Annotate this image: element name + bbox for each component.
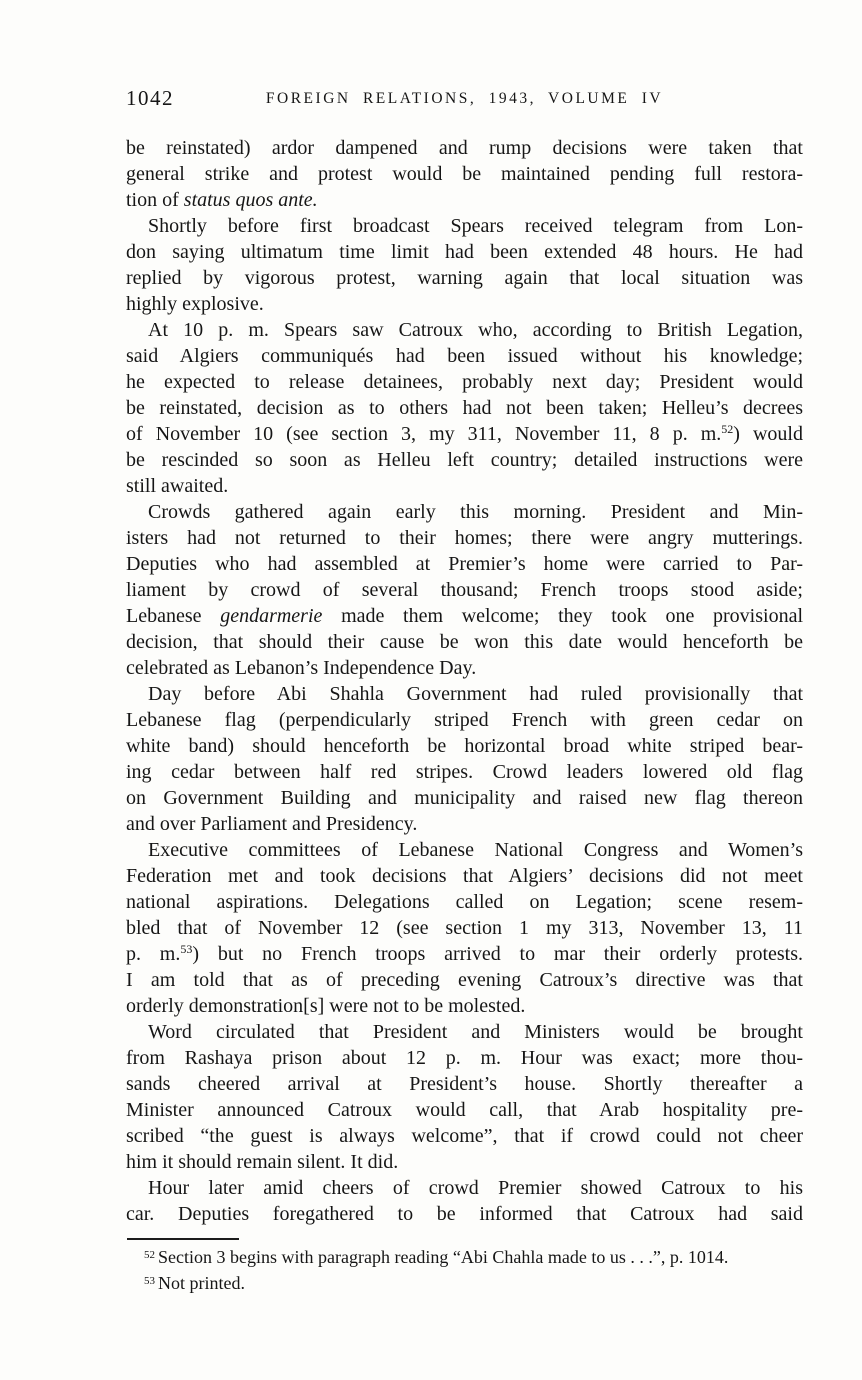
page-number: 1042 bbox=[126, 86, 174, 110]
text-segment: tion of bbox=[126, 189, 184, 211]
footnote bbox=[126, 1272, 806, 1298]
text-segment: national aspirations. Delegations called on Legation; scene resem- bbox=[126, 891, 803, 913]
text-segment: celebrated as Lebanon’s Independence Day. bbox=[126, 657, 477, 679]
text-line bbox=[126, 603, 803, 629]
text-line bbox=[126, 759, 803, 785]
text-line bbox=[126, 681, 803, 707]
text-segment: ) but no French troops arrived to mar their orderly protests. bbox=[192, 943, 803, 965]
text-line bbox=[126, 993, 803, 1019]
text-segment: orderly demonstration[s] were not to be molested. bbox=[126, 995, 526, 1017]
text-segment: said Algiers communiqués had been issued without his knowledge; bbox=[126, 345, 803, 367]
text-segment: and over Parliament and Presidency. bbox=[126, 813, 418, 835]
text-segment: liament by crowd of several thousand; French troops stood aside; bbox=[126, 579, 803, 601]
text-line bbox=[126, 837, 803, 863]
running-head bbox=[126, 86, 803, 110]
text-segment: ing cedar between half red stripes. Crowd leaders lowered old flag bbox=[126, 761, 803, 783]
text-segment: be reinstated, decision as to others had not been taken; Helleu’s decrees bbox=[126, 397, 803, 419]
text-segment: Executive committees of Lebanese National Congress and Women’s bbox=[148, 839, 803, 861]
paragraph bbox=[126, 499, 803, 681]
text-segment: Word circulated that President and Ministers would be brought bbox=[148, 1021, 803, 1043]
text-line bbox=[126, 525, 803, 551]
text-segment: highly explosive. bbox=[126, 293, 264, 315]
footnote-rule bbox=[127, 1238, 239, 1240]
text-line bbox=[126, 811, 803, 837]
text-line bbox=[126, 291, 803, 317]
text-line bbox=[126, 369, 803, 395]
text-segment: Deputies who had assembled at Premier’s home were carried to Par- bbox=[126, 553, 803, 575]
text-line bbox=[126, 1045, 803, 1071]
text-line bbox=[126, 889, 803, 915]
text-line bbox=[126, 395, 803, 421]
text-line bbox=[126, 187, 803, 213]
text-line bbox=[126, 655, 803, 681]
text-segment: status quos ante. bbox=[183, 189, 318, 211]
text-line bbox=[126, 785, 803, 811]
text-segment: decision, that should their cause be won this date would henceforth be bbox=[126, 631, 803, 653]
text-line bbox=[126, 941, 803, 967]
text-line bbox=[126, 1123, 803, 1149]
text-segment: general strike and protest would be maintained pending full restora- bbox=[126, 163, 803, 185]
text-line bbox=[126, 343, 803, 369]
text-segment: Day before Abi Shahla Government had ruled provisionally that bbox=[148, 683, 803, 705]
footnote-reference: 52 bbox=[721, 422, 734, 436]
footnote-marker: 53 bbox=[144, 1275, 155, 1287]
text-segment: ) would bbox=[733, 423, 803, 445]
text-segment: bled that of November 12 (see section 1 my 313, November 13, 11 bbox=[126, 917, 803, 939]
text-line bbox=[126, 161, 803, 187]
text-segment: I am told that as of preceding evening Catroux’s directive was that bbox=[126, 969, 803, 991]
text-line bbox=[126, 135, 803, 161]
text-segment: of November 10 (see section 3, my 311, November 11, 8 p. m. bbox=[126, 423, 722, 445]
text-line bbox=[126, 213, 803, 239]
text-segment: be rescinded so soon as Helleu left country; detailed instructions were bbox=[126, 449, 803, 471]
text-line bbox=[126, 863, 803, 889]
text-segment: p. m. bbox=[126, 943, 181, 965]
text-segment: gendarmerie bbox=[220, 605, 323, 627]
text-segment: he expected to release detainees, probably next day; President would bbox=[126, 371, 803, 393]
text-segment: Hour later amid cheers of crowd Premier showed Catroux to his bbox=[148, 1177, 803, 1199]
text-line bbox=[126, 239, 803, 265]
text-segment: Federation met and took decisions that Algiers’ decisions did not meet bbox=[126, 865, 803, 887]
text-line bbox=[126, 733, 803, 759]
paragraph bbox=[126, 317, 803, 499]
paragraph bbox=[126, 1175, 803, 1227]
footnote-reference: 53 bbox=[180, 942, 193, 956]
text-line bbox=[126, 707, 803, 733]
body-paragraphs bbox=[126, 135, 803, 1227]
footnote-marker: 52 bbox=[144, 1249, 155, 1261]
text-line bbox=[126, 447, 803, 473]
paragraph bbox=[126, 213, 803, 317]
paragraph bbox=[126, 837, 803, 1019]
running-header-title: FOREIGN RELATIONS, 1943, VOLUME IV bbox=[265, 90, 664, 107]
text-segment: car. Deputies foregathered to be informed that Catroux had said bbox=[126, 1203, 803, 1225]
text-line bbox=[126, 1201, 803, 1227]
text-segment: white band) should henceforth be horizontal broad white striped bear- bbox=[126, 735, 803, 757]
text-line bbox=[126, 499, 803, 525]
text-line bbox=[126, 1149, 803, 1175]
paragraph bbox=[126, 1019, 803, 1175]
paragraph bbox=[126, 681, 803, 837]
text-segment: still awaited. bbox=[126, 475, 229, 497]
text-segment: Crowds gathered again early this morning. President and Min- bbox=[148, 501, 803, 523]
text-segment: Lebanese flag (perpendicularly striped French with green cedar on bbox=[126, 709, 803, 731]
text-line bbox=[126, 1019, 803, 1045]
text-line bbox=[126, 473, 803, 499]
text-segment: made them welcome; they took one provisional bbox=[322, 605, 803, 627]
text-line bbox=[126, 551, 803, 577]
text-segment: don saying ultimatum time limit had been extended 48 hours. He had bbox=[126, 241, 803, 263]
footnotes bbox=[126, 1246, 806, 1298]
paragraph bbox=[126, 135, 803, 213]
text-segment: isters had not returned to their homes; there were angry mutterings. bbox=[126, 527, 803, 549]
text-line bbox=[126, 577, 803, 603]
text-segment: scribed “the guest is always welcome”, that if crowd could not cheer bbox=[126, 1125, 803, 1147]
footnote-text: Section 3 begins with paragraph reading “Abi Chahla made to us . . .”, p. 1014. bbox=[158, 1247, 729, 1267]
text-line bbox=[126, 915, 803, 941]
text-segment: be reinstated) ardor dampened and rump decisions were taken that bbox=[126, 137, 803, 159]
text-segment: At 10 p. m. Spears saw Catroux who, according to British Legation, bbox=[148, 319, 803, 341]
text-line bbox=[126, 1175, 803, 1201]
text-segment: Minister announced Catroux would call, that Arab hospitality pre- bbox=[126, 1099, 803, 1121]
text-line bbox=[126, 1071, 803, 1097]
text-line bbox=[126, 1097, 803, 1123]
text-line bbox=[126, 421, 803, 447]
footnote-text: Not printed. bbox=[158, 1273, 245, 1293]
text-line bbox=[126, 967, 803, 993]
text-segment: sands cheered arrival at President’s house. Shortly thereafter a bbox=[126, 1073, 803, 1095]
text-segment: replied by vigorous protest, warning again that local situation was bbox=[126, 267, 803, 289]
text-segment: him it should remain silent. It did. bbox=[126, 1151, 399, 1173]
footnote bbox=[126, 1246, 806, 1272]
text-segment: Lebanese bbox=[126, 605, 221, 627]
text-line bbox=[126, 317, 803, 343]
text-segment: from Rashaya prison about 12 p. m. Hour was exact; more thou- bbox=[126, 1047, 803, 1069]
text-line bbox=[126, 265, 803, 291]
text-line bbox=[126, 629, 803, 655]
text-segment: on Government Building and municipality and raised new flag thereon bbox=[126, 787, 803, 809]
text-segment: Shortly before first broadcast Spears received telegram from Lon- bbox=[148, 215, 803, 237]
